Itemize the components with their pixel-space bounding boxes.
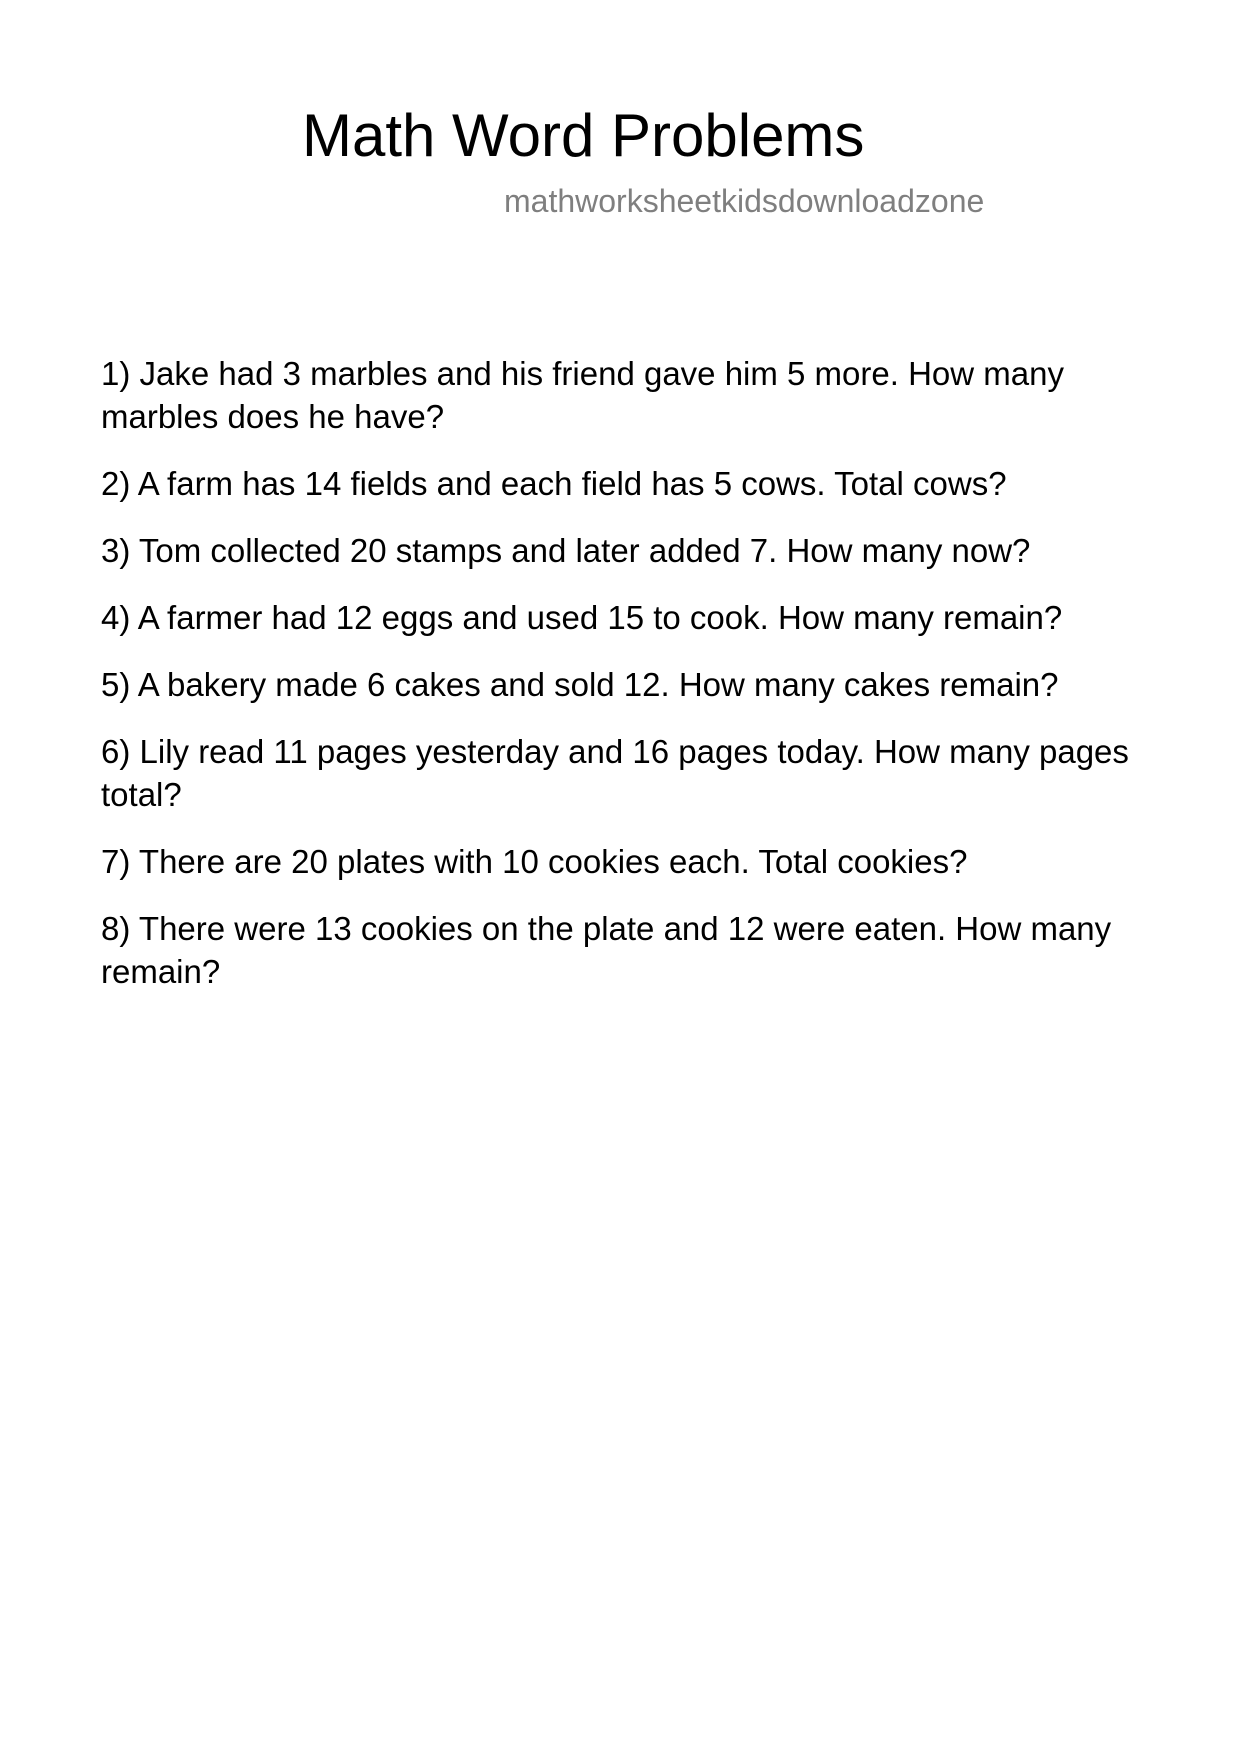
problem-list: [101, 352, 1141, 1017]
problem-item-6: 6) Lily read 11 pages yesterday and 16 pages today. How many pages total?: [101, 733, 1129, 813]
problem-item-5: 5) A bakery made 6 cakes and sold 12. How many cakes remain?: [101, 666, 1059, 703]
problem-item-1: 1) Jake had 3 marbles and his friend gave him 5 more. How many marbles does he have?: [101, 355, 1064, 435]
problem-item-8: 8) There were 13 cookies on the plate and 12 were eaten. How many remain?: [101, 910, 1112, 990]
problem-item-3: 3) Tom collected 20 stamps and later added 7. How many now?: [101, 532, 1031, 569]
page-subtitle: mathworksheetkidsdownloadzone: [504, 183, 985, 219]
page-title: Math Word Problems: [302, 102, 865, 169]
problem-item-4: 4) A farmer had 12 eggs and used 15 to cook. How many remain?: [101, 599, 1063, 636]
problem-item-7: 7) There are 20 plates with 10 cookies each. Total cookies?: [101, 843, 968, 880]
problem-item-2: 2) A farm has 14 fields and each field has 5 cows. Total cows?: [101, 465, 1007, 502]
